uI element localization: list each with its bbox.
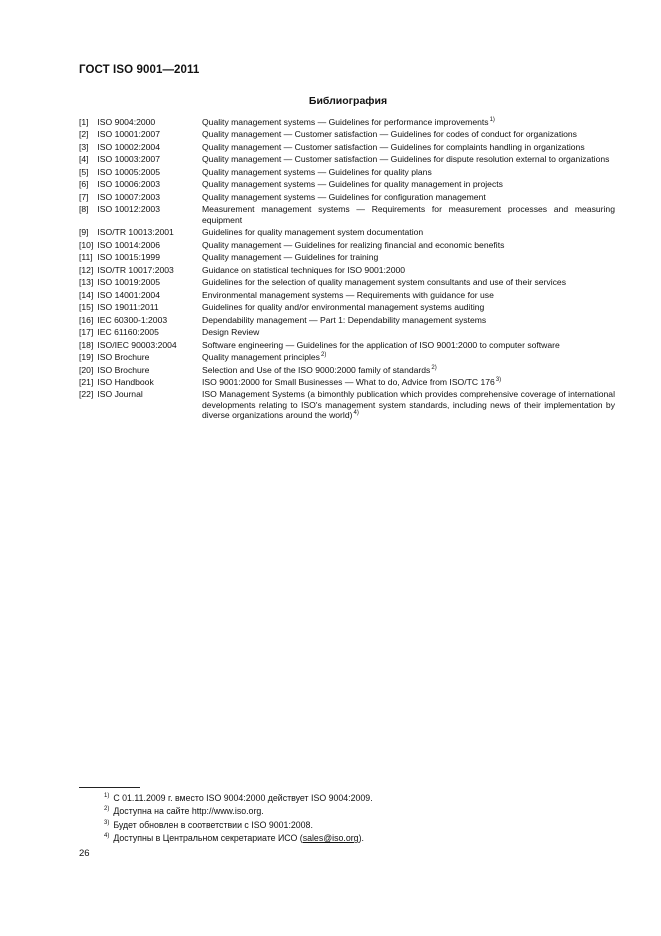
footnote-marker: 2) — [320, 352, 327, 359]
entry-code: IEC 61160:2005 — [97, 327, 159, 338]
footnote — [104, 819, 373, 832]
entry-title-text: Quality management systems — Guidelines for configuration management — [202, 191, 486, 202]
email-link[interactable]: sales@iso.org — [302, 833, 359, 844]
entry-title-text: Guidance on statistical techniques for ISO 9001:2000 — [202, 264, 406, 275]
entry-code: ISO/TR 10017:2003 — [97, 264, 174, 275]
bibliography-entry — [79, 340, 615, 350]
footnote-text: С 01.11.2009 г. вместо ISO 9004:2000 действует ISO 9004:2009. — [113, 793, 373, 803]
entry-number: [16] — [79, 314, 94, 325]
entry-title — [202, 117, 615, 127]
entry-title-text: Quality management — Guidelines for realizing financial and economic benefits — [202, 239, 505, 250]
bibliography-entry — [79, 204, 615, 225]
entry-reference — [79, 265, 202, 275]
footnote-mark: 1) — [104, 793, 110, 799]
entry-title-text: Quality management systems — Guidelines for quality management in projects — [202, 179, 503, 190]
entry-title — [202, 340, 615, 350]
entry-title — [202, 154, 615, 164]
entry-number: [3] — [79, 141, 89, 152]
entry-title — [202, 227, 615, 237]
footnote-mark: 3) — [104, 819, 110, 826]
entry-code: ISO 10014:2006 — [97, 239, 160, 250]
entry-number: [10] — [79, 239, 94, 250]
entry-number: [13] — [79, 277, 94, 288]
bibliography-entry — [79, 365, 615, 375]
footnote-marker: 1) — [489, 117, 495, 123]
entry-reference — [79, 240, 202, 250]
footnote — [104, 832, 373, 845]
entry-title-text: Selection and Use of the ISO 9000:2000 family of standards — [202, 364, 431, 375]
entry-reference — [79, 352, 202, 362]
entry-title-text: ISO Management Systems (a bimonthly publication which provides comprehensive coverage of international developments relating to ISO's management system standards, including news of their implementation by diverse organizations around the world) — [202, 389, 615, 421]
entry-title — [202, 179, 615, 189]
entry-number: [7] — [79, 191, 89, 202]
bibliography-entry — [79, 192, 615, 202]
footnote-marker: 4) — [353, 410, 359, 417]
bibliography-entry — [79, 327, 615, 337]
bibliography-entry — [79, 352, 615, 362]
entry-title — [202, 204, 615, 225]
entry-title-text: Quality management — Customer satisfaction — Guidelines for dispute resolution external to organizations — [202, 154, 610, 165]
entry-reference — [79, 192, 202, 202]
entry-title — [202, 389, 615, 420]
entry-number: [11] — [79, 252, 93, 263]
entry-code: ISO Brochure — [97, 352, 150, 363]
entry-number: [9] — [79, 227, 89, 238]
entry-reference — [79, 327, 202, 337]
entry-code: ISO 10015:1999 — [97, 252, 160, 263]
bibliography-entry — [79, 277, 615, 287]
entry-code: ISO 10005:2005 — [97, 166, 160, 177]
entry-title-text: ISO 9001:2000 for Small Businesses — What to do, Advice from ISO/TC 176 — [202, 376, 495, 387]
entry-title — [202, 192, 615, 202]
entry-code: ISO 10003:2007 — [97, 154, 160, 165]
footnotes — [104, 792, 373, 846]
page-title: Библиография — [308, 95, 388, 107]
entry-reference — [79, 277, 202, 287]
entry-number: [4] — [79, 154, 89, 165]
entry-reference — [79, 340, 202, 350]
entry-code: ISO 10019:2005 — [97, 277, 160, 288]
footnote-text: Доступны в Центральном секретариате ИСО ( — [113, 833, 303, 844]
bibliography-entry — [79, 117, 615, 127]
footnote — [104, 792, 373, 805]
entry-number: [5] — [79, 166, 89, 177]
entry-reference — [79, 389, 202, 420]
entry-number: [8] — [79, 204, 89, 215]
entry-title — [202, 327, 615, 337]
bibliography-entry — [79, 265, 615, 275]
entry-title-text: Design Review — [202, 327, 260, 338]
bibliography-entry — [79, 302, 615, 312]
entry-title — [202, 265, 615, 275]
entry-title-text: Quality management — Customer satisfaction — Guidelines for codes of conduct for organizations — [202, 129, 577, 140]
entry-code: ISO Brochure — [97, 364, 150, 375]
entry-reference — [79, 252, 202, 262]
entry-title-text: Quality management systems — Guidelines for quality plans — [202, 166, 432, 177]
entry-number: [17] — [79, 327, 94, 338]
bibliography-entry — [79, 315, 615, 325]
entry-title — [202, 252, 615, 262]
entry-title-text: Quality management principles — [202, 352, 320, 363]
footnote-divider — [79, 787, 140, 788]
entry-number: [22] — [79, 389, 94, 400]
document-header: ГОСТ ISO 9001—2011 — [79, 64, 200, 76]
entry-title-text: Measurement management systems — Requirements for measurement processes and measuring equipment — [202, 204, 615, 225]
entry-code: ISO 19011:2011 — [97, 302, 159, 313]
entry-number: [6] — [79, 179, 89, 190]
entry-code: IEC 60300-1:2003 — [97, 314, 168, 325]
entry-title — [202, 352, 615, 362]
entry-title-text: Quality management systems — Guidelines for performance improvements — [202, 117, 489, 127]
footnote-text: Доступна на сайте http://www.iso.org. — [113, 806, 264, 817]
bibliography-entry — [79, 290, 615, 300]
entry-title-text: Environmental management systems — Requirements with guidance for use — [202, 289, 494, 300]
entry-number: [1] — [79, 117, 89, 127]
entry-reference — [79, 142, 202, 152]
entry-title — [202, 277, 615, 287]
entry-title — [202, 290, 615, 300]
footnote-marker: 3) — [495, 376, 502, 383]
bibliography-entry — [79, 252, 615, 262]
entry-title — [202, 240, 615, 250]
entry-reference — [79, 204, 202, 225]
entry-number: [14] — [79, 289, 94, 300]
entry-title — [202, 142, 615, 152]
entry-title — [202, 302, 615, 312]
entry-code: ISO/IEC 90003:2004 — [97, 339, 177, 350]
entry-number: [18] — [79, 339, 94, 350]
bibliography-entry — [79, 167, 615, 177]
footnote-marker: 2) — [431, 364, 437, 371]
entry-number: [2] — [79, 129, 89, 140]
entry-number: [19] — [79, 352, 94, 363]
entry-code: ISO Handbook — [97, 376, 154, 387]
entry-code: ISO 10002:2004 — [97, 141, 160, 152]
footnote-mark: 2) — [104, 806, 110, 813]
footnote-mark: 4) — [104, 833, 110, 840]
footnote-text: Будет обновлен в соответствии с ISO 9001:2008. — [113, 819, 313, 830]
entry-number: [21] — [79, 376, 94, 387]
entry-title-text: Guidelines for the selection of quality management system consultants and use of their services — [202, 277, 566, 288]
entry-number: [12] — [79, 264, 94, 275]
bibliography-entry — [79, 129, 615, 139]
bibliography-entry — [79, 227, 615, 237]
entry-code: ISO/TR 10013:2001 — [97, 227, 174, 238]
bibliography-entry — [79, 154, 615, 164]
entry-reference — [79, 117, 202, 127]
entry-number: [15] — [79, 302, 94, 313]
entry-title-text: Software engineering — Guidelines for the application of ISO 9001:2000 to computer software — [202, 339, 560, 350]
bibliography-entry — [79, 240, 615, 250]
entry-number: [20] — [79, 364, 94, 375]
entry-title — [202, 129, 615, 139]
entry-title — [202, 315, 615, 325]
entry-code: ISO 14001:2004 — [97, 289, 160, 300]
entry-title-text: Quality management — Customer satisfaction — Guidelines for complaints handling in organizations — [202, 141, 585, 152]
entry-title-text: Dependability management — Part 1: Dependability management systems — [202, 314, 487, 325]
entry-code: ISO 10001:2007 — [97, 129, 160, 140]
bibliography-entry — [79, 377, 615, 387]
entry-title-text: Quality management — Guidelines for training — [202, 252, 379, 263]
entry-code: ISO 10012:2003 — [97, 204, 160, 215]
entry-reference — [79, 129, 202, 139]
entry-title — [202, 377, 615, 387]
entry-title — [202, 365, 615, 375]
entry-reference — [79, 290, 202, 300]
entry-reference — [79, 377, 202, 387]
entry-title-text: Guidelines for quality and/or environmental management systems auditing — [202, 302, 485, 313]
bibliography-entry — [79, 142, 615, 152]
entry-code: ISO 9004:2000 — [97, 117, 156, 127]
entry-reference — [79, 179, 202, 189]
footnote — [104, 805, 373, 818]
entry-reference — [79, 154, 202, 164]
entry-reference — [79, 315, 202, 325]
footnote-text-end: ). — [358, 833, 364, 844]
entry-reference — [79, 365, 202, 375]
entry-title — [202, 167, 615, 177]
entry-code: ISO 10007:2003 — [97, 191, 160, 202]
page-number: 26 — [79, 848, 90, 859]
entry-title-text: Guidelines for quality management system documentation — [202, 227, 424, 238]
entry-reference — [79, 302, 202, 312]
bibliography-entry — [79, 389, 615, 420]
bibliography-list — [79, 117, 615, 423]
entry-reference — [79, 227, 202, 237]
bibliography-entry — [79, 179, 615, 189]
entry-code: ISO Journal — [97, 389, 143, 400]
entry-reference — [79, 167, 202, 177]
entry-code: ISO 10006:2003 — [97, 179, 160, 190]
